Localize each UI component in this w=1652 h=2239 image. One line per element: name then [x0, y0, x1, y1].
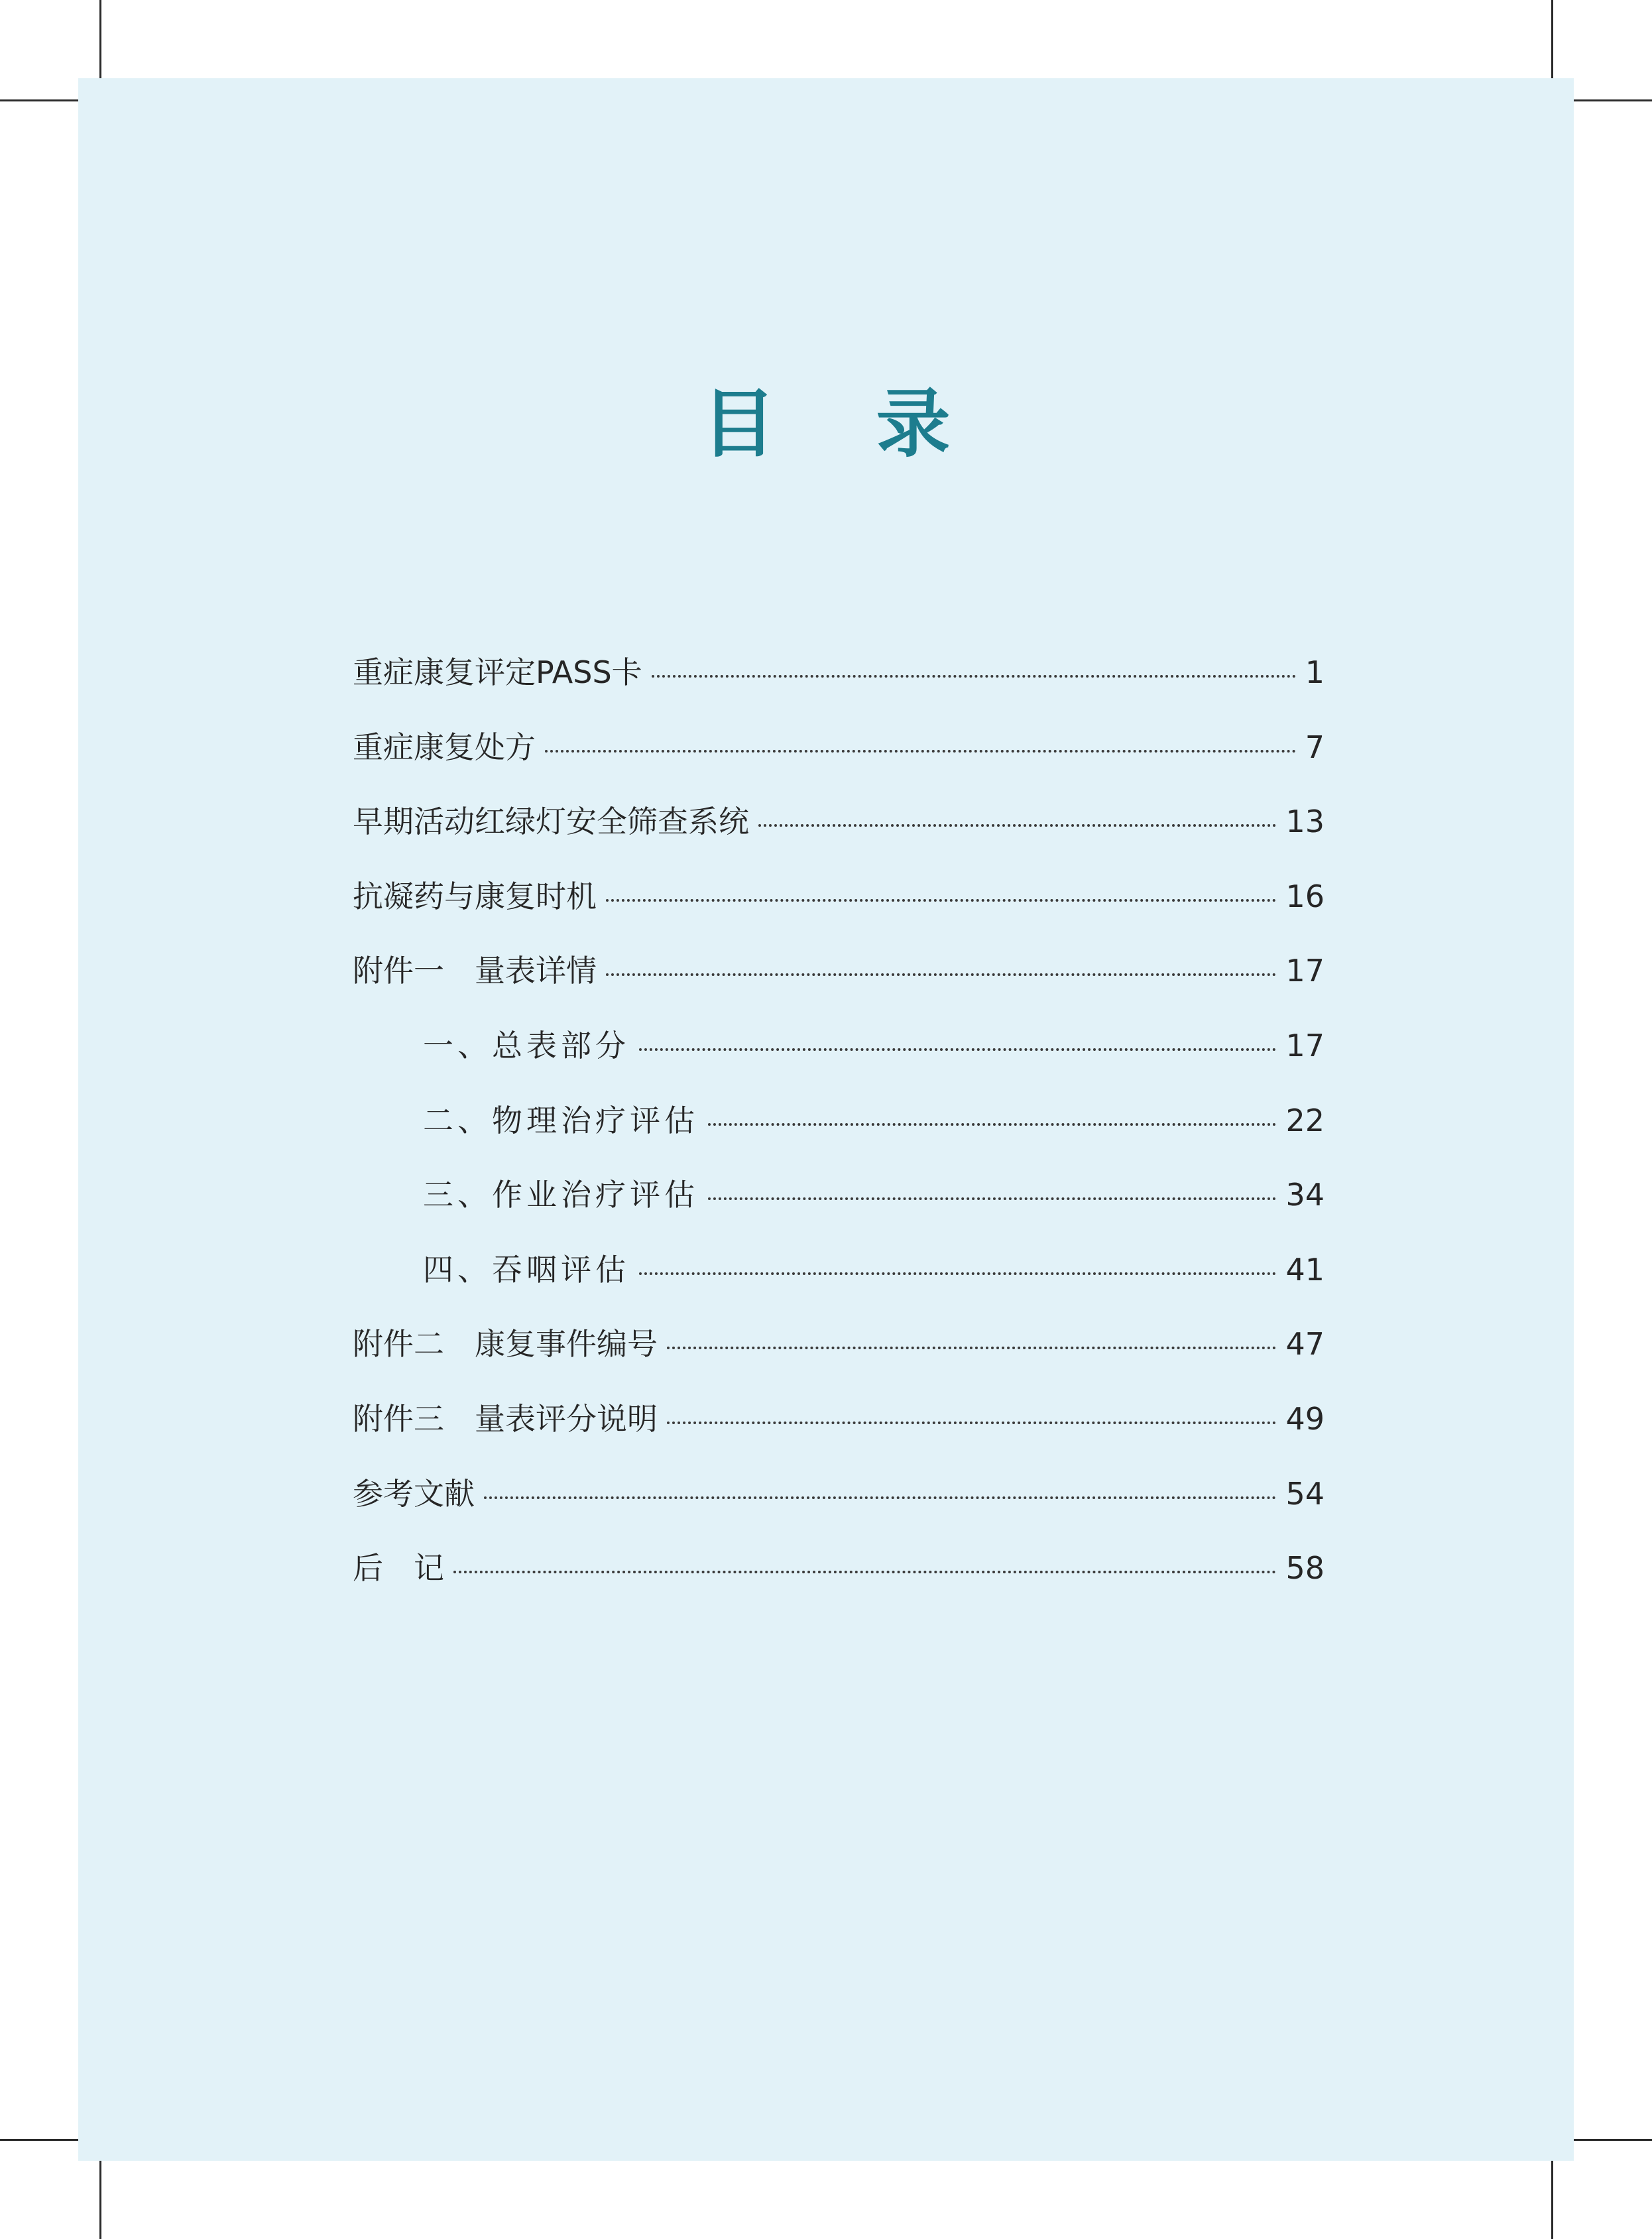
dot-leader — [484, 1496, 1276, 1499]
toc-entry[interactable] — [353, 947, 1325, 1022]
toc-entry[interactable] — [353, 1320, 1325, 1395]
toc-entry[interactable] — [353, 1395, 1325, 1470]
dot-leader — [667, 1347, 1276, 1349]
crop-mark — [1574, 2139, 1652, 2141]
toc-entry-page: 22 — [1285, 1102, 1325, 1138]
dot-leader — [639, 1272, 1276, 1275]
toc-entry-page: 54 — [1285, 1475, 1325, 1512]
toc-entry-page: 34 — [1285, 1177, 1325, 1213]
dot-leader — [606, 899, 1276, 902]
crop-mark — [1574, 99, 1652, 101]
toc-entry-page: 7 — [1305, 729, 1325, 765]
toc-entry[interactable] — [353, 1470, 1325, 1545]
dot-leader — [708, 1197, 1276, 1200]
crop-mark — [99, 0, 101, 78]
toc-entry-label: 参考文献 — [353, 1475, 475, 1512]
dot-leader — [652, 675, 1296, 678]
crop-mark — [1551, 0, 1553, 78]
toc-entry-page: 1 — [1305, 654, 1325, 690]
toc-entry-label: 重症康复评定PASS卡 — [353, 654, 642, 690]
toc-subentry[interactable] — [353, 1097, 1325, 1172]
dot-leader — [667, 1422, 1276, 1424]
toc-entry-label: 一、总表部分 — [423, 1027, 630, 1063]
page-title: 目 录 — [701, 381, 988, 467]
crop-mark — [99, 2161, 101, 2239]
crop-mark — [1551, 2161, 1553, 2239]
dot-leader — [639, 1048, 1276, 1051]
toc-entry-label: 附件二 康复事件编号 — [353, 1326, 658, 1362]
dot-leader — [708, 1123, 1276, 1126]
toc-entry-page: 41 — [1285, 1251, 1325, 1288]
toc-subentry[interactable] — [353, 1022, 1325, 1097]
toc-subentry[interactable] — [353, 1246, 1325, 1321]
toc-entry-label: 附件三 量表评分说明 — [353, 1400, 658, 1437]
toc-entry-label: 二、物理治疗评估 — [423, 1102, 699, 1138]
crop-mark — [0, 2139, 78, 2141]
crop-mark — [0, 99, 78, 101]
toc-entry-label: 四、吞咽评估 — [423, 1251, 630, 1288]
toc-entry-page: 58 — [1285, 1550, 1325, 1587]
table-of-contents — [353, 648, 1325, 1619]
toc-entry[interactable] — [353, 798, 1325, 873]
toc-entry-label: 三、作业治疗评估 — [423, 1177, 699, 1213]
toc-entry[interactable] — [353, 648, 1325, 723]
toc-entry-label: 后 记 — [353, 1550, 444, 1587]
toc-entry[interactable] — [353, 1544, 1325, 1619]
toc-entry-page: 49 — [1285, 1400, 1325, 1437]
dot-leader — [545, 750, 1296, 753]
toc-entry-page: 16 — [1285, 878, 1325, 914]
toc-entry-page: 17 — [1285, 953, 1325, 989]
toc-entry-page: 17 — [1285, 1027, 1325, 1063]
toc-entry-label: 早期活动红绿灯安全筛查系统 — [353, 804, 749, 840]
dot-leader — [453, 1571, 1276, 1573]
toc-entry[interactable] — [353, 873, 1325, 947]
toc-entry[interactable] — [353, 723, 1325, 798]
dot-leader — [758, 824, 1276, 827]
toc-entry-label: 抗凝药与康复时机 — [353, 878, 597, 914]
dot-leader — [606, 973, 1276, 976]
toc-entry-page: 47 — [1285, 1326, 1325, 1362]
toc-entry-label: 重症康复处方 — [353, 729, 536, 765]
toc-entry-page: 13 — [1285, 804, 1325, 840]
toc-entry-label: 附件一 量表详情 — [353, 953, 597, 989]
toc-subentry[interactable] — [353, 1171, 1325, 1246]
